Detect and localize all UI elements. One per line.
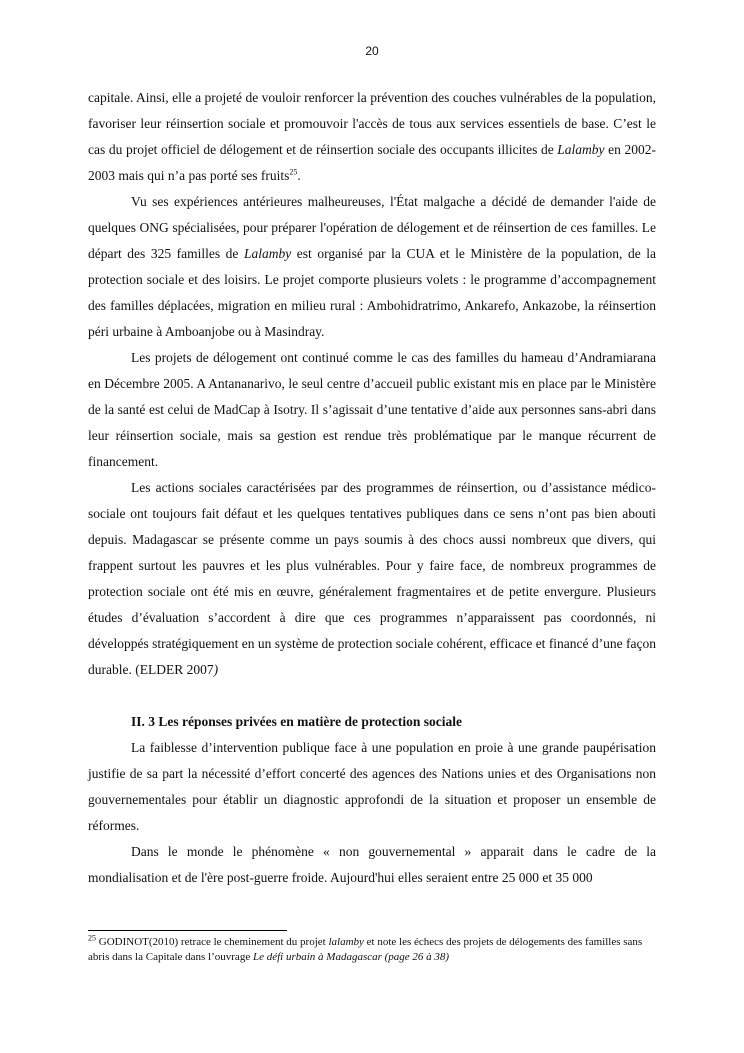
paragraph-1-text-c: en 2002-2003 mais qui n’a pas porté ses fruits bbox=[88, 142, 656, 183]
paragraph-4-text-a: Les actions sociales caractérisées par des programmes de réinsertion, ou d’assistance médico-sociale ont toujours fait défaut et les quelques tentatives publiques dans ce sens n’ont pas bien abouti depuis. Madagascar se présente comme un pays soumis à des chocs aussi nombreux que divers, qui frappent surtout les pauvres et les plus vulnérables. Pour y faire face, de nombreux programmes de protection sociale ont été mis en œuvre, généralement fragmentaires et de petite envergure. Plusieurs études d’évaluation s’accordent à dire que ces programmes n’apparaissent pas coordonnés, ni développés stratégiquement en un système de protection sociale cohérent, efficace et financé d’une façon durable. (ELDER 2007 bbox=[88, 480, 657, 677]
paragraph-2-text-c: est organisé par la CUA et le Ministère de la population, de la protection sociale et des loisirs. Le projet comporte plusieurs volets : le programme d’accompagnement des familles déplacées, migration en milieu rural : Ambohidratrimo, Ankarefo, Ankazobe, la réinsertion péri urbaine à Amboanjobe ou à Masindray. bbox=[88, 246, 656, 339]
body-text bbox=[88, 85, 656, 891]
footnote-text-a: GODINOT(2010) retrace le cheminement du projet bbox=[96, 936, 329, 948]
footnote-25 bbox=[88, 935, 656, 965]
place-name-lalamby: Lalamby bbox=[557, 142, 605, 157]
footnote-number: 25 bbox=[88, 933, 96, 943]
page-number: 20 bbox=[365, 44, 379, 58]
place-name-lalamby: Lalamby bbox=[243, 246, 292, 261]
footnote-separator bbox=[88, 930, 287, 931]
footnote-project-name: lalamby bbox=[328, 936, 364, 948]
paragraph-4-text-b: ) bbox=[213, 662, 219, 677]
paragraph-1-text-a: capitale. Ainsi, elle a projeté de vouloir renforcer la prévention des couches vulnérables de la population, favoriser leur réinsertion sociale et promouvoir l'accès de tous aux services essentiels de base. C’est le cas du projet officiel de délogement et de réinsertion sociale des occupants illicites de bbox=[88, 90, 656, 157]
paragraph-2 bbox=[88, 189, 656, 345]
paragraph-5: La faiblesse d’intervention publique face à une population en proie à une grande paupérisation justifie de sa part la nécessité d’effort concerté des agences des Nations unies et des Organisations non gouvernementales pour établir un diagnostic approfondi de la situation et proposer un ensemble de réformes. bbox=[88, 740, 656, 833]
section-heading: II. 3 Les réponses privées en matière de protection sociale bbox=[131, 714, 462, 729]
footnote-reference[interactable]: 25 bbox=[289, 167, 298, 177]
paragraph-1 bbox=[88, 85, 656, 189]
paragraph-3: Les projets de délogement ont continué comme le cas des familles du hameau d’Andramiarana en Décembre 2005. A Antananarivo, le seul centre d’accueil public existant mis en place par le Ministère de la santé est celui de MadCap à Isotry. Il s’agissait d’une tentative d’aide aux personnes sans-abri dans leur réinsertion sociale, mais sa gestion est rendue très problématique par le manque récurrent de financement. bbox=[88, 350, 656, 469]
footnote-book-title: Le défi urbain à Madagascar (page 26 à 38) bbox=[252, 951, 450, 963]
footnote-text-c: et note les échecs des projets de délogements des familles sans abris dans la Capitale dans l’ouvrage bbox=[88, 936, 643, 963]
paragraph-2-text-a: Vu ses expériences antérieures malheureuses, l'État malgache a décidé de demander l'aide de quelques ONG spécialisées, pour préparer l'opération de délogement et de réinsertion de ces familles. Le départ des 325 familles de bbox=[88, 194, 656, 261]
paragraph-1-text-d: . bbox=[297, 168, 301, 183]
paragraph-6: Dans le monde le phénomène « non gouvernemental » apparait dans le cadre de la mondialisation et de l'ère post-guerre froide. Aujourd'hui elles seraient entre 25 000 et 35 000 bbox=[88, 844, 656, 885]
footnote bbox=[88, 935, 656, 965]
paragraph-4 bbox=[88, 475, 656, 683]
